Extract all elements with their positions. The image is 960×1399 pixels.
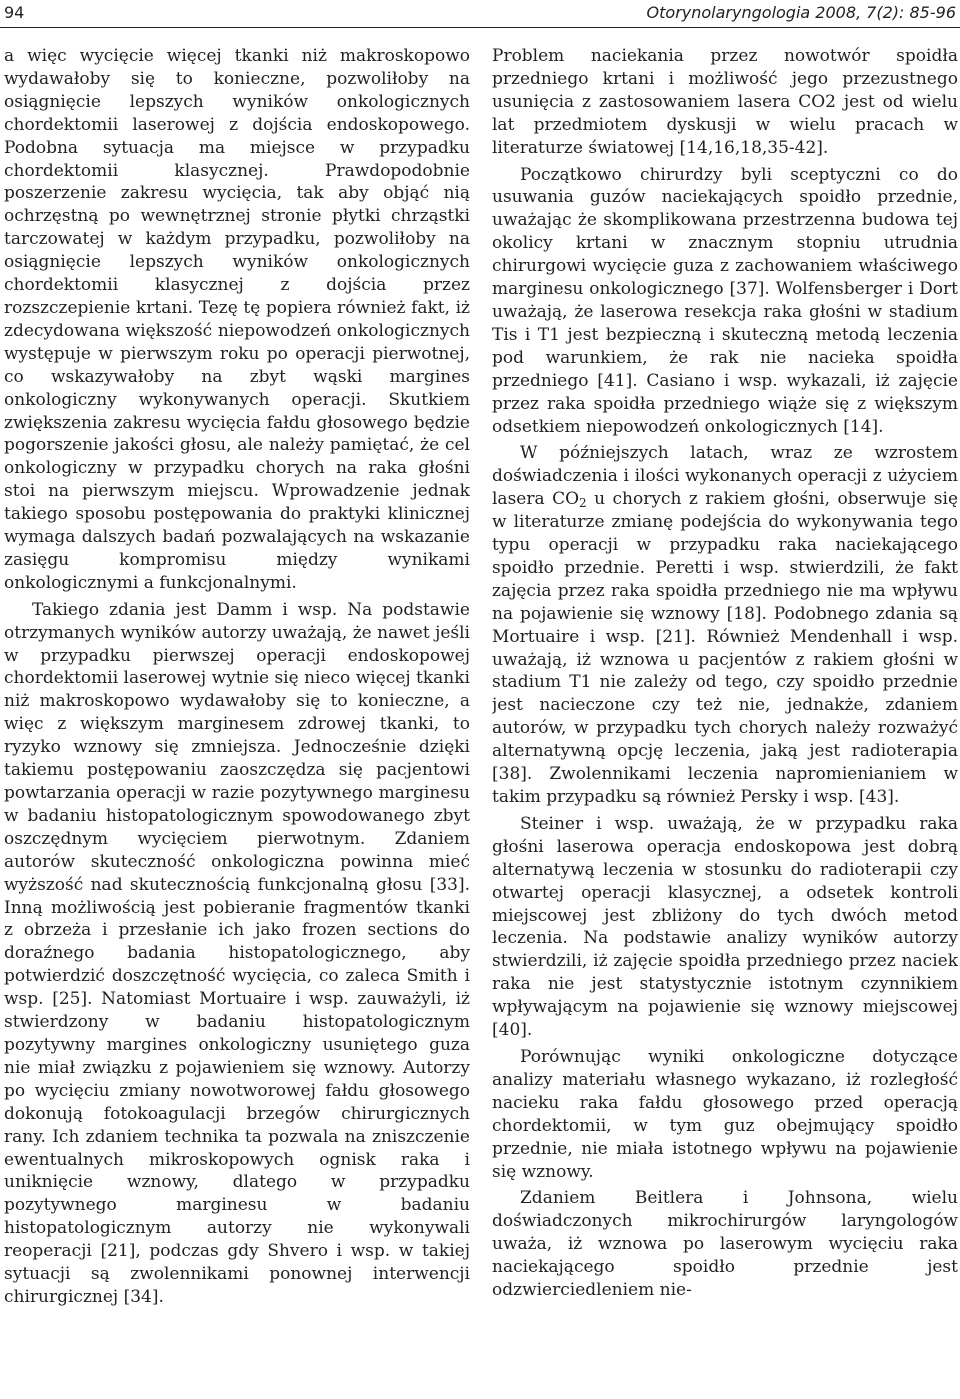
journal-citation: Otorynolaryngologia 2008, 7(2): 85-96 — [646, 3, 956, 22]
paragraph-text: u chorych z rakiem głośni, obserwuje się w literaturze zmianę podejścia do wykonywania tego typu operacji w przypadku raka naciekającego spoidło przednie. Peretti i wsp. stwierdzili, że fakt zajęcia przez raka spoidła przedniego nie ma wpływu na pojawienie się wznowy [18]. Podobnego zdania są Mortuaire i wsp. [21]. Również Mendenhall i wsp. uważają, iż wznowa u pacjentów z rakiem głośni w stadium T1 nie zależy od tego, czy spoidło przednie jest nacieczone czy też nie, jednakże, zdaniem autorów, w przypadku tych chorych należy rozważyć alternatywną opcję leczenia, jaką jest radioterapia [38]. Zwolennikami leczenia napromienianiem w takim przypadku są również Persky i wsp. [43]. — [492, 489, 958, 807]
left-text-column — [4, 45, 470, 1397]
body-paragraph: Takiego zdania jest Damm i wsp. Na podstawie otrzymanych wyników autorzy uważają, że nawet jeśli w przypadku pierwszej operacji endoskopowej chordektomii laserowej wytnie się nieco więcej tkanki niż makroskopowo wydawałoby się to konieczne, a więc z większym marginesem zdrowej tkanki, to ryzyko wznowy się zmniejsza. Jednocześnie dzięki takiemu postępowaniu zaoszczędza się pacjentowi powtarzania operacji w razie pozytywnego marginesu w badaniu histopatologicznym spowodowanego zbyt oszczędnym wycięciem pierwotnym. Zdaniem autorów skuteczność onkologiczna powinna mieć wyższość nad skutecznością funkcjonalną głosu [33]. Inną możliwością jest pobieranie fragmentów tkanki z obrzeża i przesłanie ich jako frozen sections do doraźnego badania histopatologicznego, aby potwierdzić doszczętność wycięcia, co zaleca Smith i wsp. [25]. Natomiast Mortuaire i wsp. zauważyli, iż stwierdzony w badaniu histopatologicznym pozytywny margines onkologiczny usuniętego guza nie miał związku z pojawieniem się wznowy. Autorzy po wycięciu zmiany nowotworowej fałdu głosowego dokonują fotokoagulacji brzegów chirurgicznych rany. Ich zdaniem technika ta pozwala na zniszczenie ewentualnych mikroskopowych ognisk raka i uniknięcie wznowy, dlatego w przypadku pozytywnego marginesu w badaniu histopatologicznym autorzy nie wykonywali reoperacji [21], podczas gdy Shvero i wsp. w takiej sytuacji są zwolennikami ponownej interwencji chirurgicznej [34]. — [4, 599, 470, 1307]
paragraph-text: W późniejszych latach, wraz ze wzrostem doświadczenia i ilości wykonanych operacji z użyciem lasera CO — [492, 443, 958, 510]
body-paragraph: a więc wycięcie więcej tkanki niż makroskopowo wydawałoby się to konieczne, pozwoliłoby na osiągnięcie lepszych wyników onkologicznych chordektomii laserowej z dojścia endoskopowego. Podobna sytuacja ma miejsce w przypadku chordektomii klasycznej. Prawdopodobnie poszerzenie zakresu wycięcia, tak aby objąć nią ochrzęstną po wewnętrznej stronie płytki chrząstki tarczowatej w każdym przypadku, pozwoliłoby na osiągnięcie lepszych wyników onkologicznych chordektomii klasycznej z dojścia przez rozszczepienie krtani. Tezę tę popiera również fakt, iż zdecydowana większość niepowodzeń onkologicznych występuje w pierwszym roku po operacji pierwotnej, co wskazywałoby na zbyt wąski margines onkologiczny wykonywanych operacji. Skutkiem zwiększenia zakresu wycięcia fałdu głosowego będzie pogorszenie jakości głosu, ale należy pamiętać, że cel onkologiczny w przypadku chorych na raka głośni stoi na pierwszym miejscu. Wprowadzenie jednak takiego sposobu postępowania do praktyki klinicznej wymaga dalszych badań pozwalających na wskazanie zasięgu kompromisu między wynikami onkologicznymi a funkcjonalnymi. — [4, 46, 470, 593]
page-number: 94 — [4, 3, 25, 22]
body-paragraph — [492, 442, 958, 809]
body-paragraph: Steiner i wsp. uważają, że w przypadku raka głośni laserowa operacja endoskopowa jest dobrą alternatywą leczenia w stosunku do radioterapii czy otwartej operacji klasycznej, a odsetek kontroli miejscowej jest zbliżony do tych dwóch metod leczenia. Na podstawie analizy wyników autorzy stwierdzili, iż zajęcie spoidła przedniego przez naciek raka nie jest statystycznie istotnym czynnikiem wpływającym na pojawienie się wznowy miejscowej [40]. — [492, 813, 958, 1041]
subscript: 2 — [579, 496, 587, 511]
running-head — [0, 0, 960, 28]
body-paragraph: Zdaniem Beitlera i Johnsona, wielu doświadczonych mikrochirurgów laryngologów uważa, iż wznowa po laserowym wycięciu raka naciekającego spoidło przednie jest odzwierciedleniem nie- — [492, 1188, 958, 1301]
right-text-column — [492, 45, 958, 1397]
body-paragraph: Początkowo chirurdzy byli sceptyczni co do usuwania guzów naciekających spoidło przednie, uważając że skomplikowana przestrzenna budowa tej okolicy krtani w znacznym stopniu utrudnia chirurgowi wycięcie guza z zachowaniem właściwego marginesu onkologicznego [37]. Wolfensberger i Dort uważają, że laserowa resekcja raka głośni w stadium Tis i T1 jest bezpieczną i skuteczną metodą leczenia pod warunkiem, że rak nie nacieka spoidła przedniego [41]. Casiano i wsp. wykazali, iż zajęcie przez raka spoidła przedniego wiąże się z większym odsetkiem niepowodzeń onkologicznych [14]. — [492, 164, 958, 437]
header-rule — [0, 27, 960, 28]
body-paragraph: Problem naciekania przez nowotwór spoidła przedniego krtani i możliwość jego przezustnego usunięcia z zastosowaniem lasera CO2 jest od wielu lat przedmiotem dyskusji w wielu pracach w literaturze światowej [14,16,18,35-42]. — [492, 46, 958, 158]
body-paragraph: Porównując wyniki onkologiczne dotyczące analizy materiału własnego wykazano, iż rozległość nacieku raka fałdu głosowego przed operacją chordektomii, w tym guz obejmujący spoidło przednie, nie miała istotnego wpływu na pojawienie się wznowy. — [492, 1046, 958, 1182]
